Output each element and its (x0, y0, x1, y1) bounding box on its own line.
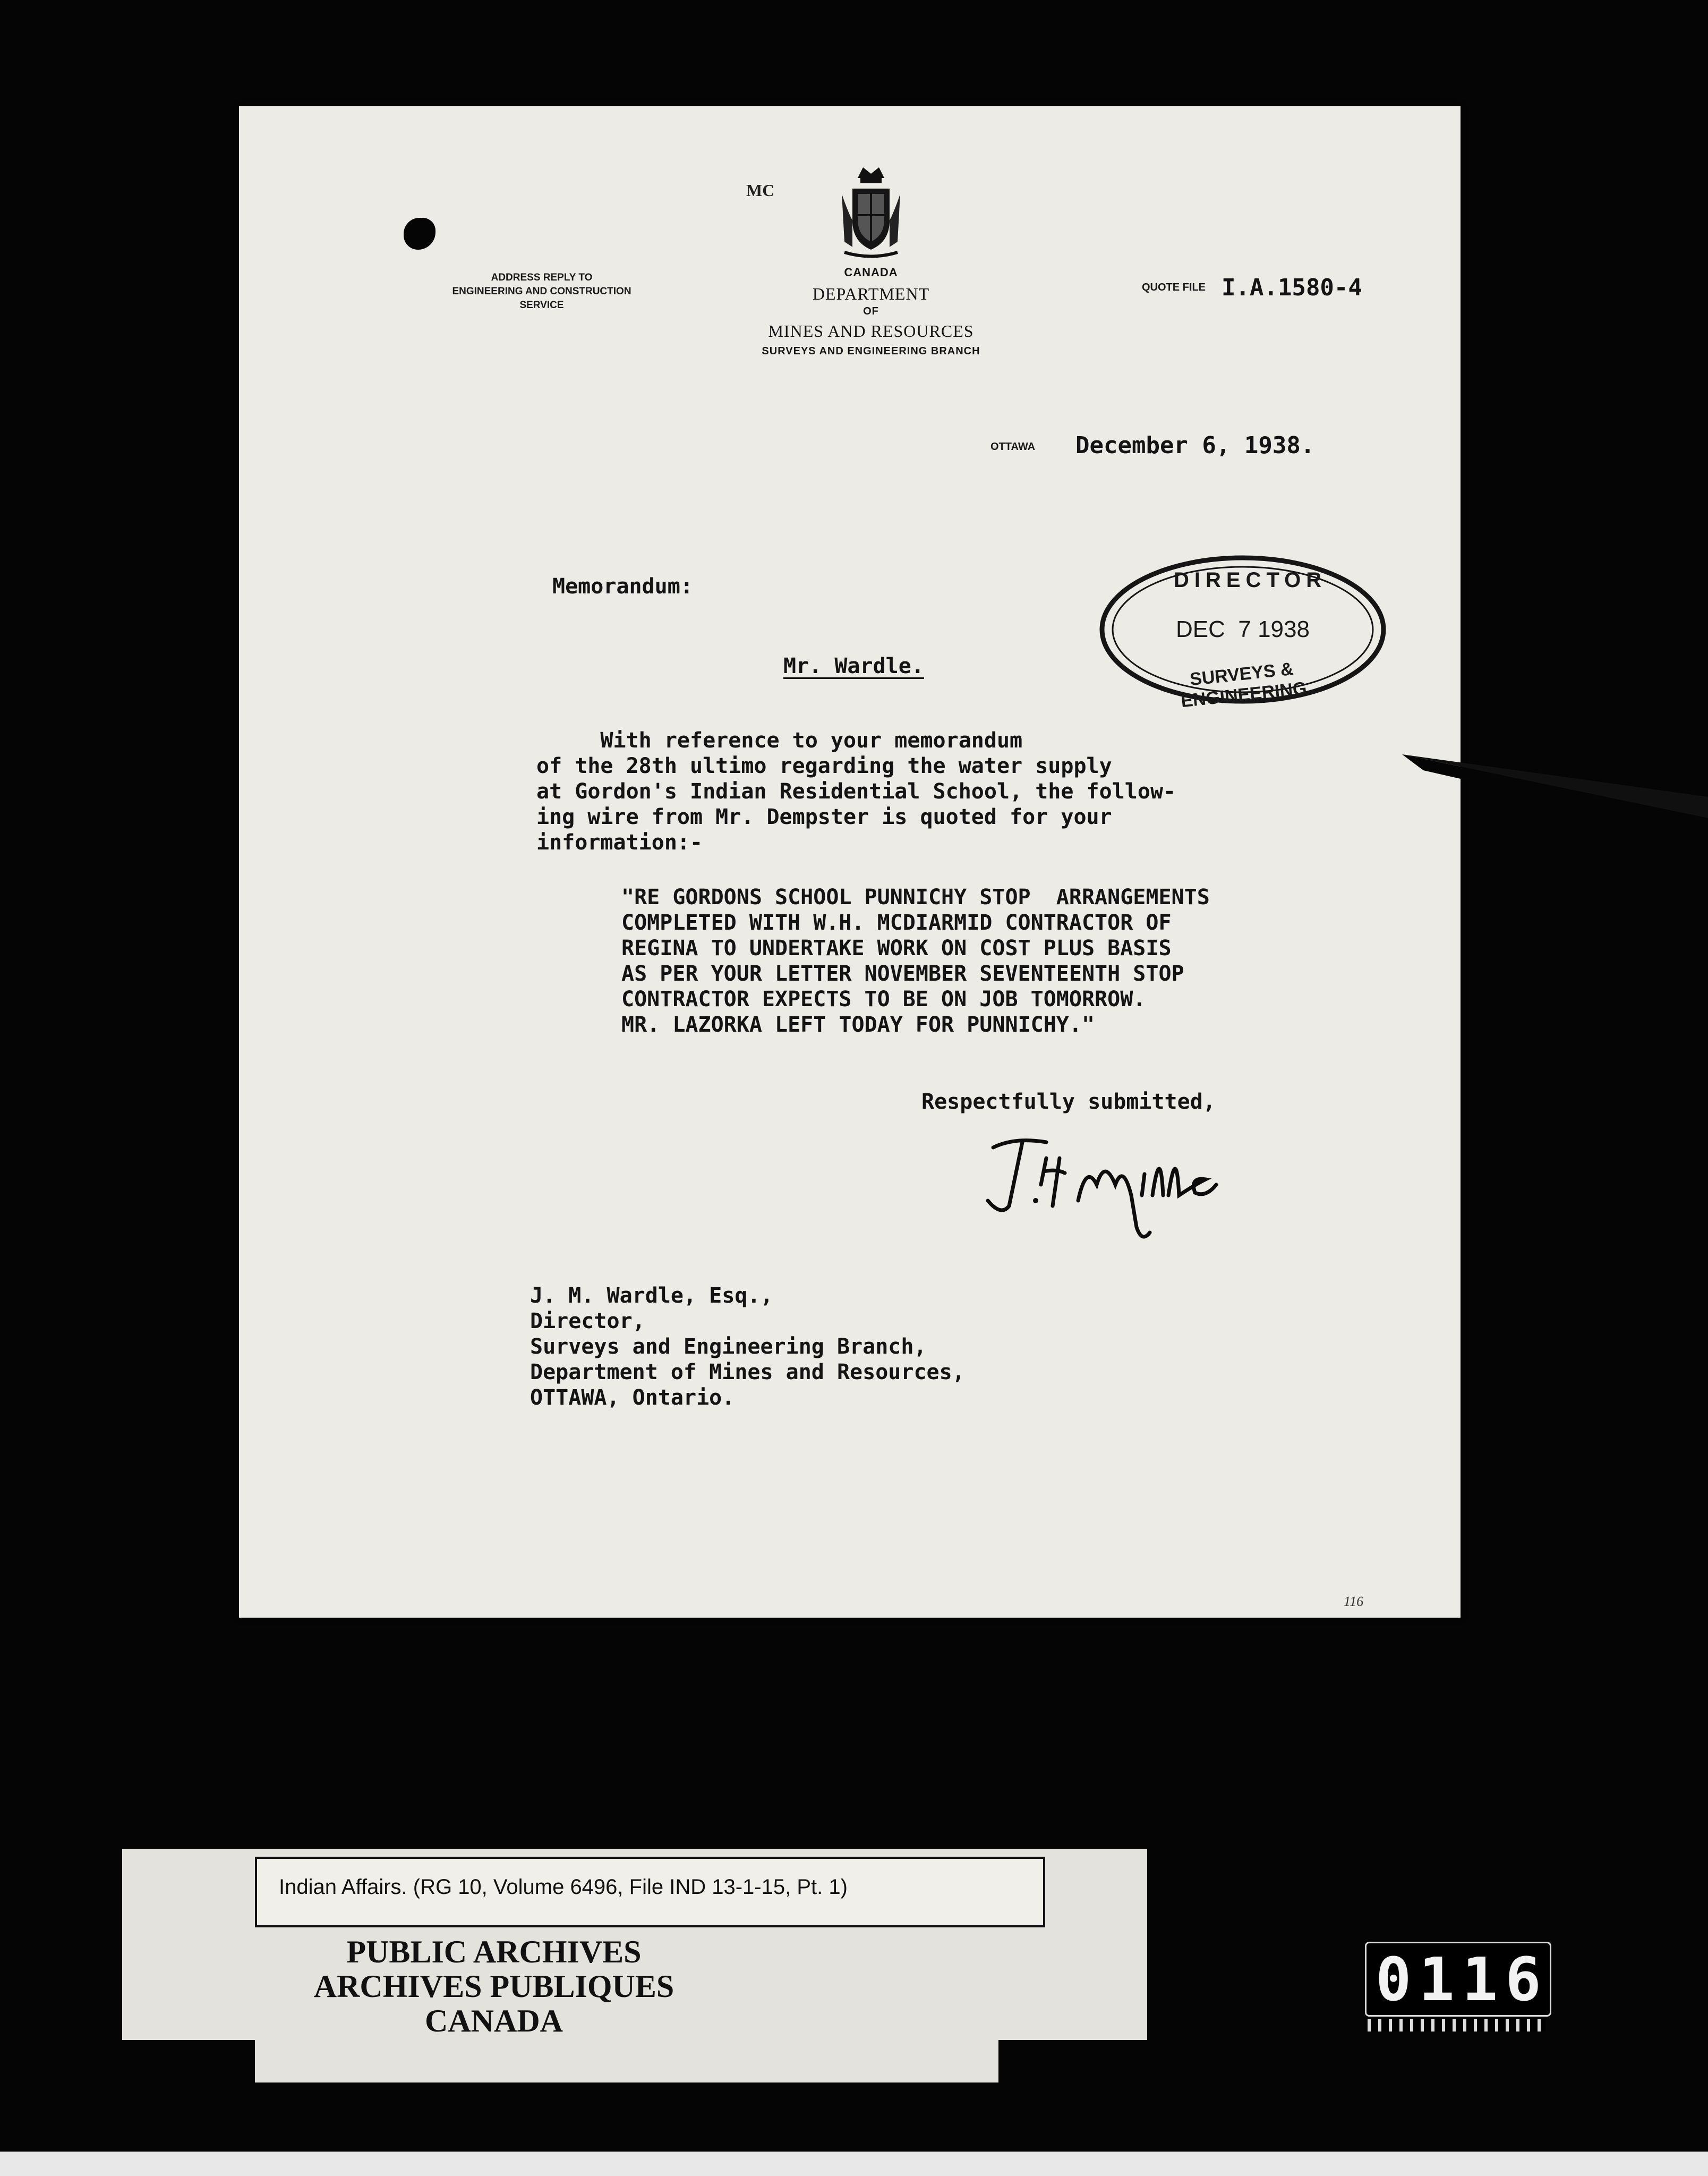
letterhead-country: CANADA (844, 266, 898, 279)
address-reply-line: SERVICE (519, 300, 564, 311)
body-line: With reference to your memorandum (536, 728, 1023, 753)
body-line: ing wire from Mr. Dempster is quoted for your (536, 805, 1112, 829)
letter-date: December 6, 1938. (1075, 432, 1315, 459)
address-reply-line: ADDRESS REPLY TO (491, 272, 593, 283)
received-stamp (1094, 550, 1391, 712)
frame-counter: 0116 (1376, 1945, 1549, 2014)
body-line: of the 28th ultimo regarding the water supply (536, 754, 1112, 778)
archive-title-2: ARCHIVES PUBLIQUES (313, 1969, 674, 2004)
page-number: 116 (1344, 1594, 1364, 1609)
quoted-telegram (621, 885, 1210, 1038)
closing-line: Respectfully submitted, (921, 1090, 1216, 1114)
quote-file-label: QUOTE FILE (1142, 282, 1206, 293)
letter-page (239, 106, 1461, 1618)
body-paragraph (536, 728, 1176, 855)
letterhead-ministry: MINES AND RESOURCES (768, 321, 974, 341)
recipient-line: OTTAWA, Ontario. (530, 1386, 735, 1410)
coat-of-arms-icon (836, 162, 906, 263)
stamp-title: DIRECTOR (1174, 568, 1327, 592)
stamp-date: DEC 7 1938 (1176, 616, 1310, 642)
telegram-line: CONTRACTOR EXPECTS TO BE ON JOB TOMORROW. (621, 987, 1146, 1012)
telegram-line: "RE GORDONS SCHOOL PUNNICHY STOP ARRANGEMENTS (621, 885, 1210, 910)
counter-tick-marks (1368, 2019, 1545, 2032)
signature (972, 1126, 1301, 1254)
letterhead-of: OF (863, 305, 879, 317)
stamp-branch: SURVEYS & ENGINEERING (1180, 658, 1308, 712)
quote-file-number: I.A.1580-4 (1222, 274, 1362, 301)
ink-blot (404, 218, 435, 250)
recipient-line: Department of Mines and Resources, (530, 1360, 965, 1384)
file-mark: MC (746, 181, 775, 200)
telegram-line: COMPLETED WITH W.H. MCDIARMID CONTRACTOR OF (621, 911, 1172, 935)
body-line: at Gordon's Indian Residential School, the follow- (536, 779, 1176, 804)
telegram-line: MR. LAZORKA LEFT TODAY FOR PUNNICHY." (621, 1013, 1095, 1037)
recipient-block (530, 1283, 965, 1410)
memo-heading: Memorandum: (552, 574, 693, 599)
recipient-line: Surveys and Engineering Branch, (530, 1334, 927, 1359)
address-reply-line: ENGINEERING AND CONSTRUCTION (452, 286, 631, 297)
address-reply-block (414, 271, 669, 312)
archive-title-1: PUBLIC ARCHIVES (346, 1934, 642, 1969)
letterhead-branch: SURVEYS AND ENGINEERING BRANCH (762, 345, 980, 357)
archive-label-lower-strip (255, 2035, 998, 2082)
letterhead-department: DEPARTMENT (812, 284, 930, 303)
body-line: information:- (536, 830, 703, 855)
telegram-line: REGINA TO UNDERTAKE WORK ON COST PLUS BASIS (621, 936, 1172, 960)
archive-reference: Indian Affairs. (RG 10, Volume 6496, File IND 13-1-15, Pt. 1) (279, 1875, 848, 1899)
pen-tip (1402, 738, 1708, 829)
recipient-line: Director, (530, 1309, 645, 1333)
telegram-line: AS PER YOUR LETTER NOVEMBER SEVENTEENTH STOP (621, 962, 1184, 986)
film-edge (0, 2152, 1708, 2176)
archive-title-3: CANADA (425, 2003, 563, 2038)
recipient-line: J. M. Wardle, Esq., (530, 1284, 773, 1308)
place-label: OTTAWA (990, 441, 1036, 453)
addressee-line: Mr. Wardle. (783, 654, 924, 678)
